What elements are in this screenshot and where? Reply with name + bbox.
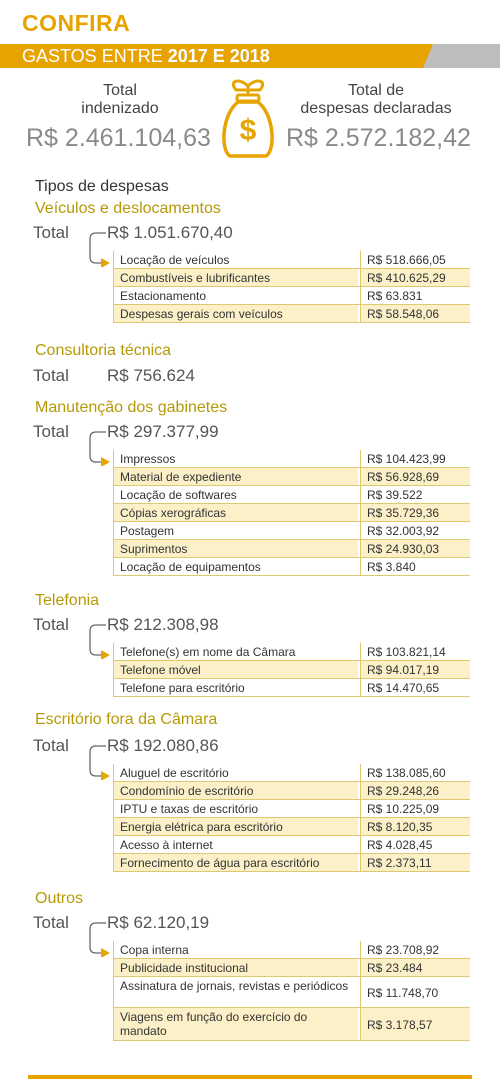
expense-value: R$ 29.248,26: [360, 782, 470, 799]
expense-label: Publicidade institucional: [113, 959, 358, 976]
table-row: [113, 287, 470, 305]
expense-value: R$ 518.666,05: [360, 251, 470, 268]
table-row: [113, 764, 470, 782]
category-title: Consultoria técnica: [35, 342, 172, 359]
table-row: [113, 504, 470, 522]
category-total-value: R$ 62.120,19: [107, 913, 210, 932]
category-total-value: R$ 1.051.670,40: [107, 223, 233, 242]
category-title: Telefonia: [35, 592, 100, 609]
declared-label-line1: Total de: [347, 82, 405, 99]
expense-label: Viagens em função do exercício do mandato: [113, 1008, 358, 1040]
expense-label: Locação de softwares: [113, 486, 358, 503]
expense-value: R$ 63.831: [360, 287, 470, 304]
table-row: [113, 1008, 470, 1041]
expense-label: Telefone(s) em nome da Câmara: [113, 643, 358, 660]
expense-value: R$ 3.840: [360, 558, 470, 575]
table-row: [113, 269, 470, 287]
expense-value: R$ 56.928,69: [360, 468, 470, 485]
table-row: [113, 305, 470, 323]
expense-value: R$ 23.708,92: [360, 941, 470, 958]
expense-table: [113, 764, 470, 872]
table-row: [113, 941, 470, 959]
expense-value: R$ 4.028,45: [360, 836, 470, 853]
indemnified-label-line1: Total: [103, 82, 137, 99]
category-total-label: Total: [33, 366, 69, 385]
expense-label: IPTU e taxas de escritório: [113, 800, 358, 817]
kicker-title: CONFIRA: [22, 10, 131, 36]
table-row: [113, 661, 470, 679]
category-total-value: R$ 212.308,98: [107, 615, 219, 634]
category-total-label: Total: [33, 422, 69, 441]
indemnified-label: [60, 82, 180, 118]
table-row: [113, 977, 470, 1008]
table-row: [113, 251, 470, 269]
expense-label: Copa interna: [113, 941, 358, 958]
expense-table: [113, 941, 470, 1041]
table-row: [113, 540, 470, 558]
expense-value: R$ 39.522: [360, 486, 470, 503]
category-total-label: Total: [33, 223, 69, 242]
table-row: [113, 836, 470, 854]
expense-label: Material de expediente: [113, 468, 358, 485]
expense-label: Impressos: [113, 450, 358, 467]
expense-value: R$ 94.017,19: [360, 661, 470, 678]
table-row: [113, 468, 470, 486]
table-row: [113, 800, 470, 818]
connector-arrow-icon: [82, 430, 112, 466]
expense-value: R$ 138.085,60: [360, 764, 470, 781]
expense-label: Fornecimento de água para escritório: [113, 854, 358, 871]
expense-value: R$ 32.003,92: [360, 522, 470, 539]
table-row: [113, 818, 470, 836]
expense-value: R$ 11.748,70: [360, 977, 470, 1007]
table-row: [113, 486, 470, 504]
table-row: [113, 959, 470, 977]
expense-value: R$ 410.625,29: [360, 269, 470, 286]
banner-prefix: GASTOS ENTRE: [22, 46, 168, 66]
table-row: [113, 450, 470, 468]
table-row: [113, 782, 470, 800]
declared-label-line2: despesas declaradas: [300, 100, 452, 117]
types-title: Tipos de despesas: [35, 178, 169, 195]
expense-value: R$ 2.373,11: [360, 854, 470, 871]
connector-arrow-icon: [82, 744, 112, 780]
category-total-label: Total: [33, 913, 69, 932]
expense-table: [113, 251, 470, 323]
table-row: [113, 558, 470, 576]
expense-label: Energia elétrica para escritório: [113, 818, 358, 835]
expense-value: R$ 58.548,06: [360, 305, 470, 322]
expense-table: [113, 450, 470, 576]
banner-text: [22, 46, 270, 67]
connector-arrow-icon: [82, 623, 112, 659]
indemnified-value: R$ 2.461.104,63: [26, 124, 211, 152]
declared-value: R$ 2.572.182,42: [286, 124, 471, 152]
category-title: Manutenção dos gabinetes: [35, 399, 228, 416]
indemnified-label-line2: indenizado: [81, 100, 159, 117]
category-title: Escritório fora da Câmara: [35, 711, 218, 728]
expense-label: Despesas gerais com veículos: [113, 305, 358, 322]
expense-label: Telefone móvel: [113, 661, 358, 678]
expense-label: Condomínio de escritório: [113, 782, 358, 799]
category-total-label: Total: [33, 736, 69, 755]
expense-value: R$ 10.225,09: [360, 800, 470, 817]
bottom-rule: [28, 1075, 472, 1079]
table-row: [113, 854, 470, 872]
period-banner: [0, 44, 500, 68]
expense-value: R$ 103.821,14: [360, 643, 470, 660]
expense-value: R$ 104.423,99: [360, 450, 470, 467]
money-bag-icon: [218, 78, 278, 160]
category-total-value: R$ 192.080,86: [107, 736, 219, 755]
category-total-label: Total: [33, 615, 69, 634]
category-title: Outros: [35, 890, 84, 907]
table-row: [113, 643, 470, 661]
expense-label: Estacionamento: [113, 287, 358, 304]
table-row: [113, 679, 470, 697]
expense-label: Locação de veículos: [113, 251, 358, 268]
expense-label: Aluguel de escritório: [113, 764, 358, 781]
banner-years: 2017 E 2018: [167, 46, 270, 66]
expense-value: R$ 23.484: [360, 959, 470, 976]
table-row: [113, 522, 470, 540]
expense-label: Assinatura de jornais, revistas e periódicos: [113, 977, 358, 1007]
declared-label: [296, 82, 456, 118]
banner-gold-band: [0, 44, 423, 68]
expense-label: Locação de equipamentos: [113, 558, 358, 575]
expense-value: R$ 3.178,57: [360, 1008, 470, 1040]
expense-table: [113, 643, 470, 697]
expense-label: Suprimentos: [113, 540, 358, 557]
svg-text:$: $: [239, 114, 257, 147]
expense-value: R$ 8.120,35: [360, 818, 470, 835]
expense-label: Acesso à internet: [113, 836, 358, 853]
expense-label: Cópias xerográficas: [113, 504, 358, 521]
expense-value: R$ 35.729,36: [360, 504, 470, 521]
expense-label: Telefone para escritório: [113, 679, 358, 696]
expense-value: R$ 24.930,03: [360, 540, 470, 557]
connector-arrow-icon: [82, 921, 112, 957]
category-title: Veículos e deslocamentos: [35, 200, 221, 217]
category-total-value: R$ 756.624: [107, 366, 195, 385]
expense-label: Combustíveis e lubrificantes: [113, 269, 358, 286]
connector-arrow-icon: [82, 231, 112, 267]
category-total-value: R$ 297.377,99: [107, 422, 219, 441]
expense-label: Postagem: [113, 522, 358, 539]
expense-value: R$ 14.470,65: [360, 679, 470, 696]
